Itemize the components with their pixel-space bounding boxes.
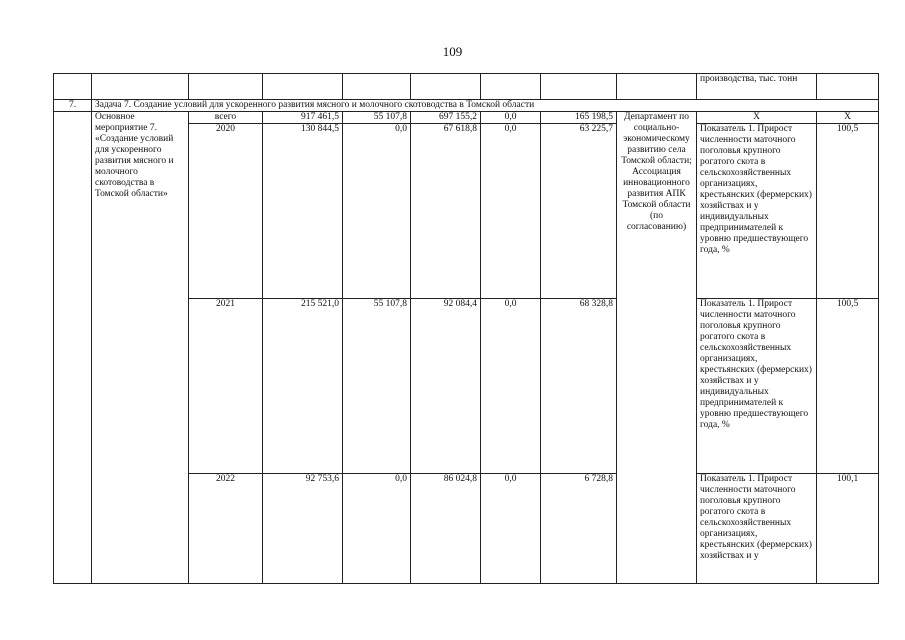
total-value-2: 55 107,8 [343, 112, 411, 124]
task-row [54, 100, 879, 112]
cell-empty [411, 74, 481, 100]
value-3: 86 024,8 [411, 474, 481, 584]
executor: Департамент по социально-экономическому развитию села Томской области; Ассоциация инновационного развития АПК Томской области (по согласованию) [617, 112, 697, 584]
cell-empty [263, 74, 343, 100]
value-3: 67 618,8 [411, 124, 481, 299]
total-value-5: 165 198,5 [541, 112, 617, 124]
cell-empty [617, 74, 697, 100]
year-cell: 2020 [189, 124, 263, 299]
value-1: 92 753,6 [263, 474, 343, 584]
event-name: Основное мероприятие 7. «Создание условий для ускоренного развития мясного и молочного скотоводства в Томской области» [92, 112, 189, 584]
cell-empty [92, 74, 189, 100]
indicator-tail: производства, тыс. тонн [697, 74, 817, 100]
indicator-value: 100,1 [817, 474, 879, 584]
cell-empty [54, 112, 92, 584]
total-indicator: Х [697, 112, 817, 124]
cell-empty [189, 74, 263, 100]
value-4: 0,0 [481, 474, 541, 584]
indicator-value: 100,5 [817, 299, 879, 474]
year-cell: 2021 [189, 299, 263, 474]
task-title: Задача 7. Создание условий для ускоренного развития мясного и молочного скотоводства в Томской области [92, 100, 879, 112]
value-1: 215 521,0 [263, 299, 343, 474]
indicator-text: Показатель 1. Прирост численности маточного поголовья крупного рогатого скота в сельскохозяйственных организациях, крестьянских (фермерских) хозяйствах и у [697, 474, 817, 584]
indicator-value: 100,5 [817, 124, 879, 299]
value-5: 6 728,8 [541, 474, 617, 584]
value-2: 0,0 [343, 124, 411, 299]
cell-empty [817, 74, 879, 100]
total-label: всего [189, 112, 263, 124]
cell-empty [481, 74, 541, 100]
cell-empty [343, 74, 411, 100]
total-value-3: 697 155,2 [411, 112, 481, 124]
total-indicator-value: Х [817, 112, 879, 124]
value-1: 130 844,5 [263, 124, 343, 299]
total-value-4: 0,0 [481, 112, 541, 124]
indicator-text: Показатель 1. Прирост численности маточного поголовья крупного рогатого скота в сельскохозяйственных организациях, крестьянских (фермерских) хозяйствах и у индивидуальных предпринимателей к уровню предшествующего года, % [697, 124, 817, 299]
program-table [53, 73, 879, 584]
value-2: 55 107,8 [343, 299, 411, 474]
value-4: 0,0 [481, 299, 541, 474]
value-3: 92 084,4 [411, 299, 481, 474]
value-2: 0,0 [343, 474, 411, 584]
total-row [54, 112, 879, 124]
value-5: 63 225,7 [541, 124, 617, 299]
cell-empty [54, 74, 92, 100]
value-5: 68 328,8 [541, 299, 617, 474]
total-value-1: 917 461,5 [263, 112, 343, 124]
indicator-text: Показатель 1. Прирост численности маточного поголовья крупного рогатого скота в сельскохозяйственных организациях, крестьянских (фермерских) хозяйствах и у индивидуальных предпринимателей к уровню предшествующего года, % [697, 299, 817, 474]
year-cell: 2022 [189, 474, 263, 584]
cell-empty [541, 74, 617, 100]
continuation-row [54, 74, 879, 100]
page-number: 109 [442, 44, 463, 59]
value-4: 0,0 [481, 124, 541, 299]
task-number: 7. [54, 100, 92, 112]
